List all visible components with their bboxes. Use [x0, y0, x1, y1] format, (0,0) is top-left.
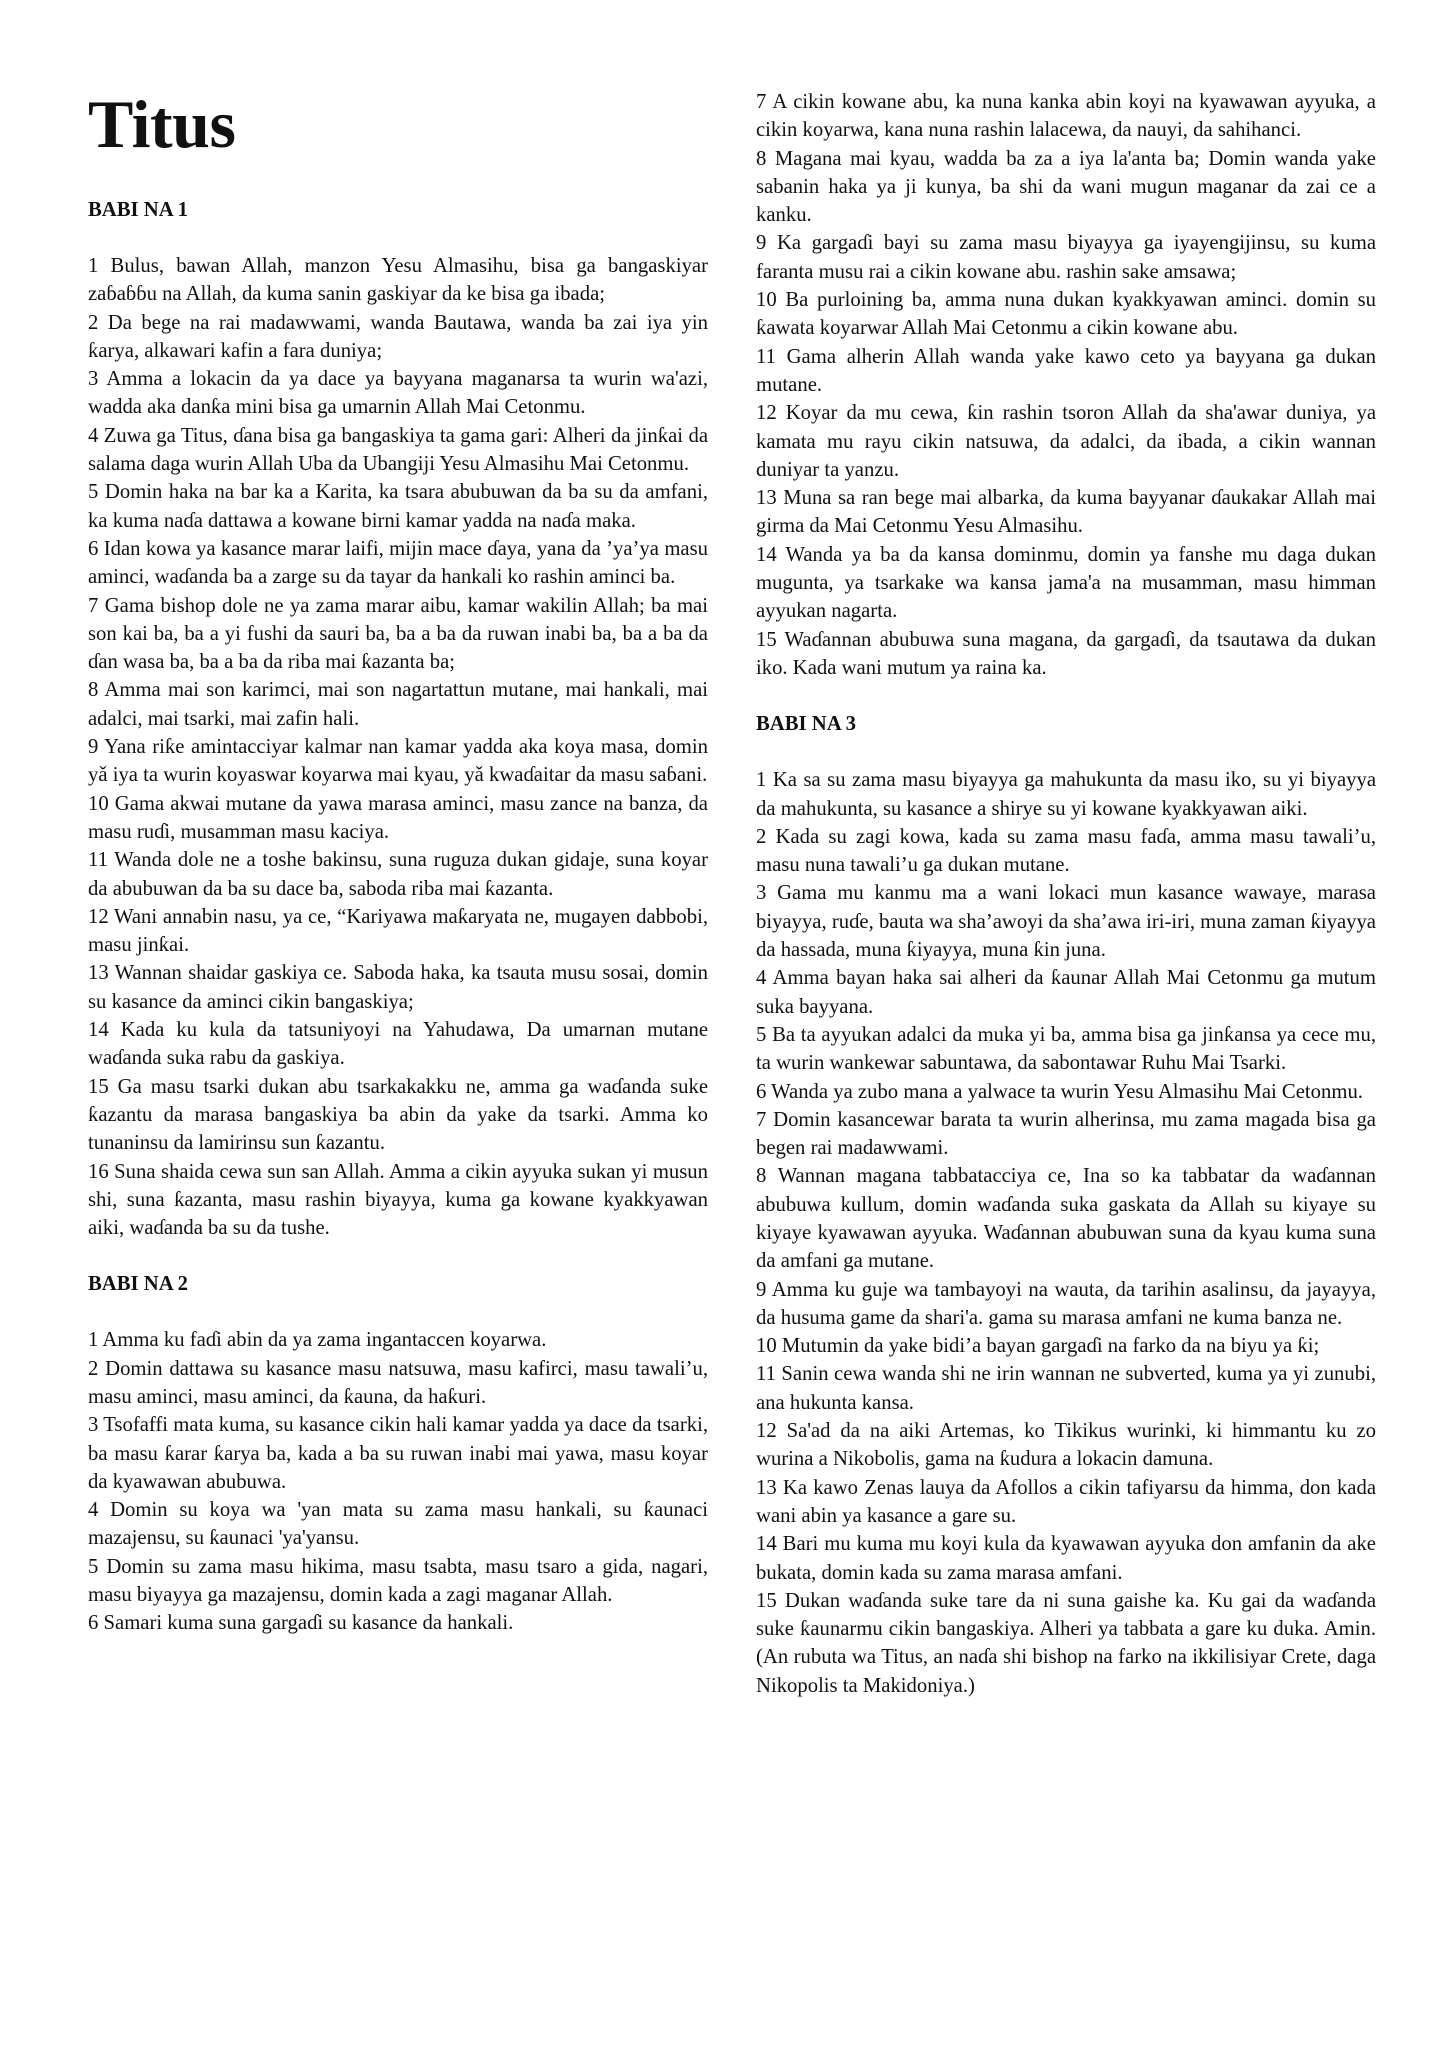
verse: 3 Tsofaffi mata kuma, su kasance cikin hali kamar yadda ya dace da tsarki, ba masu ƙarar ƙarya ba, kada a ba su ruwan inabi mai yawa, masu koyar da kyawawan abubuwa.	[88, 1414, 708, 1493]
verse: 11 Wanda dole ne a toshe bakinsu, suna ruguza dukan gidaje, suna koyar da abubuwan da ba su dace ba, saboda riba mai ƙazanta.	[88, 849, 708, 900]
verse: 1 Ka sa su zama masu biyayya ga mahukunta da masu iko, su yi biyayya da mahukunta, su kasance a shirye su yi kowane kyakkyawan aiki.	[756, 769, 1376, 820]
verse: 3 Amma a lokacin da ya dace ya bayyana maganarsa ta wurin wa'azi, wadda aka danƙa mini bisa ga umarnin Allah Mai Cetonmu.	[88, 368, 708, 419]
verse: 6 Idan kowa ya kasance marar laifi, mijin mace ɗaya, yana da ’ya’ya masu aminci, waɗanda ba a zarge su da tayar da hankali ko rashin aminci ba.	[88, 537, 708, 589]
verse: 8 Magana mai kyau, wadda ba za a iya la'anta ba; Domin wanda yake sabanin haka ya ji kunya, ba shi da wani mugun maganar da zai ce a kanku.	[756, 147, 1376, 227]
verse: 10 Gama akwai mutane da yawa marasa aminci, masu zance na banza, da masu ruɗi, musamman masu kaciya.	[88, 792, 708, 843]
verse: 8 Wannan magana tabbatacciya ce, Ina so ka tabbatar da waɗannan abubuwa kullum, domin waɗanda suka gaskata da Allah su kiyaye su kiyaye kyawawan ayyuka. Waɗannan abubuwan suna da kyau kuma suna da amfani ga mutane.	[756, 1165, 1376, 1273]
verse: 4 Amma bayan haka sai alheri da ƙaunar Allah Mai Cetonmu ga mutum suka bayyana.	[756, 967, 1376, 1018]
verse: 10 Mutumin da yake bidi’a bayan gargaɗi na farko da na biyu ya ƙi;	[756, 1335, 1320, 1358]
verse: 12 Wani annabin nasu, ya ce, “Kariyawa maƙaryata ne, mugayen dabbobi, masu jinƙai.	[88, 905, 708, 957]
chapter-1	[88, 196, 708, 1242]
verse: 13 Ka kawo Zenas lauya da Afollos a cikin tafiyarsu da himma, don kada wani abin ya kasance a gare su.	[756, 1476, 1376, 1527]
verse-list	[756, 766, 1376, 1700]
verse: 11 Sanin cewa wanda shi ne irin wannan ne subverted, kuma ya yi zunubi, ana hukunta kansa.	[756, 1363, 1376, 1414]
verse: 3 Gama mu kanmu ma a wani lokaci mun kasance wawaye, marasa biyayya, ruɗe, bauta wa sha’awoyi da sha’awa iri-iri, muna zaman ƙiyayya da hassada, muna ƙiyayya, muna ƙin juna.	[756, 882, 1376, 962]
chapter-heading: BABI NA 2	[88, 1273, 189, 1296]
verse-list	[88, 1326, 708, 1637]
verse: 9 Yana riƙe amintacciyar kalmar nan kamar yadda aka koya masa, domin yǎ iya ta wurin koyaswar koyarwa mai kyau, yǎ kwaɗaitar da masu saɓani.	[88, 736, 708, 787]
verse: 7 A cikin kowane abu, ka nuna kanka abin koyi na kyawawan ayyuka, a cikin koyarwa, kana nuna rashin lalacewa, da nauyi, da sahihanci.	[756, 91, 1376, 142]
verse: 5 Ba ta ayyukan adalci da muka yi ba, amma bisa ga jinƙansa ya cece mu, ta wurin wankewar sabuntawa, da sabontawar Ruhu Mai Tsarki.	[756, 1023, 1376, 1075]
verse: 9 Ka gargaɗi bayi su zama masu biyayya ga iyayengijinsu, su kuma faranta musu rai a cikin kowane abu. rashin sake amsawa;	[756, 232, 1376, 283]
verse: 6 Samari kuma suna gargaɗi su kasance da hankali.	[88, 1612, 514, 1635]
verse: 8 Amma mai son karimci, mai son nagartattun mutane, mai hankali, mai adalci, mai tsarki, mai zafin hali.	[88, 679, 708, 730]
chapter-2-continued	[756, 88, 1376, 682]
verse: 7 Gama bishop dole ne ya zama marar aibu, kamar wakilin Allah; ba mai son kai ba, ba a yi fushi da sauri ba, ba a ba da ruwan inabi ba, ba a ba da ɗan wasa ba, ba a ba da riba mai ƙazanta ba;	[88, 594, 708, 674]
verse: 15 Waɗannan abubuwa suna magana, da gargaɗi, da tsautawa da dukan iko. Kada wani mutum ya raina ka.	[756, 628, 1376, 679]
verse: 12 Koyar da mu cewa, ƙin rashin tsoron Allah da sha'awar duniya, ya kamata mu rayu cikin natsuwa, da adalci, da ibada, a cikin wannan duniyar ta yanzu.	[756, 402, 1376, 481]
left-column	[88, 86, 708, 1666]
verse: 16 Suna shaida cewa sun san Allah. Amma a cikin ayyuka sukan yi musun shi, suna ƙazanta, masu rashin biyayya, kuma ga kowane kyakkyawan aiki, waɗanda ba su da tushe.	[88, 1160, 708, 1240]
chapter-3	[756, 710, 1376, 1700]
verse: 12 Sa'ad da na aiki Artemas, ko Tikikus wurinki, ki himmantu ku zo wurina a Nikobolis, gama na ƙudura a lokacin damuna.	[756, 1420, 1376, 1471]
verse-list	[756, 88, 1376, 682]
verse: 4 Zuwa ga Titus, ɗana bisa ga bangaskiya ta gama gari: Alheri da jinƙai da salama daga wurin Allah Uba da Ubangiji Yesu Almasihu Mai Cetonmu.	[88, 424, 708, 476]
verse: 11 Gama alherin Allah wanda yake kawo ceto ya bayyana ga dukan mutane.	[756, 345, 1376, 396]
verse: 15 Dukan waɗanda suke tare da ni suna gaishe ka. Ku gai da waɗanda suke ƙaunarmu cikin bangaskiya. Alheri ya tabbata a gare ku duka. Amin. (An rubuta wa Titus, an naɗa shi bishop na farko na ikkilisiyar Crete, daga Nikopolis ta Makidoniya.)	[756, 1589, 1376, 1697]
book-title: Titus	[88, 86, 236, 162]
verse: 13 Muna sa ran bege mai albarka, da kuma bayyanar ɗaukakar Allah mai girma da Mai Cetonmu Yesu Almasihu.	[756, 487, 1376, 538]
verse: 1 Bulus, bawan Allah, manzon Yesu Almasihu, bisa ga bangaskiyar zaɓaɓɓu na Allah, da kuma sanin gaskiyar da ke bisa ga ibada;	[88, 255, 708, 306]
verse: 1 Amma ku faɗi abin da ya zama ingantaccen koyarwa.	[88, 1329, 547, 1352]
chapter-heading: BABI NA 1	[88, 199, 189, 221]
chapter-heading: BABI NA 3	[756, 713, 857, 736]
verse: 5 Domin su zama masu hikima, masu tsabta, masu tsaro a gida, nagari, masu biyayya ga mazajensu, domin kada a zagi maganar Allah.	[88, 1555, 708, 1607]
verse: 2 Da bege na rai madawwami, wanda Bautawa, wanda ba zai iya yin ƙarya, alkawari kafin a fara duniya;	[88, 311, 708, 362]
right-column	[756, 88, 1376, 1728]
verse: 6 Wanda ya zubo mana a yalwace ta wurin Yesu Almasihu Mai Cetonmu.	[756, 1080, 1363, 1103]
verse: 10 Ba purloining ba, amma nuna dukan kyakkyawan aminci. domin su ƙawata koyarwar Allah Mai Cetonmu a cikin kowane abu.	[756, 289, 1376, 340]
verse: 14 Kada ku kula da tatsuniyoyi na Yahudawa, Da umarnan mutane waɗanda suka rabu da gaskiya.	[88, 1019, 708, 1070]
chapter-2	[88, 1270, 708, 1637]
verse-list	[88, 252, 708, 1242]
verse: 13 Wannan shaidar gaskiya ce. Saboda haka, ka tsauta musu sosai, domin su kasance da aminci cikin bangaskiya;	[88, 962, 708, 1013]
verse: 14 Wanda ya ba da kansa dominmu, domin ya fanshe mu daga dukan mugunta, ya tsarkake wa kansa jama'a na musamman, masu himman ayyukan nagarta.	[756, 543, 1376, 623]
verse: 2 Kada su zagi kowa, kada su zama masu faɗa, amma masu tawali’u, masu nuna tawali’u ga dukan mutane.	[756, 825, 1376, 877]
verse: 2 Domin dattawa su kasance masu natsuwa, masu kafirci, masu tawali’u, masu aminci, masu aminci, da ƙauna, da haƙuri.	[88, 1357, 708, 1408]
verse: 14 Bari mu kuma mu koyi kula da kyawawan ayyuka don amfanin da ake bukata, domin kada su zama marasa amfani.	[756, 1533, 1376, 1584]
verse: 15 Ga masu tsarki dukan abu tsarkakakku ne, amma ga waɗanda suke ƙazantu da marasa bangaskiya ba abin da yake da tsarki. Amma ko tunaninsu da lamirinsu sun ƙazantu.	[88, 1075, 708, 1155]
verse: 5 Domin haka na bar ka a Karita, ka tsara abubuwan da ba su da amfani, ka kuma naɗa dattawa a kowane birni kamar yadda na naɗa maka.	[88, 481, 708, 532]
verse: 7 Domin kasancewar barata ta wurin alherinsa, mu zama magada bisa ga begen rai madawwami.	[756, 1108, 1376, 1160]
verse: 4 Domin su koya wa 'yan mata su zama masu hankali, su ƙaunaci mazajensu, su ƙaunaci 'ya'yansu.	[88, 1499, 708, 1550]
verse: 9 Amma ku guje wa tambayoyi na wauta, da tarihin asalinsu, da jayayya, da husuma game da shari'a. gama su marasa amfani ne kuma banza ne.	[756, 1278, 1376, 1329]
